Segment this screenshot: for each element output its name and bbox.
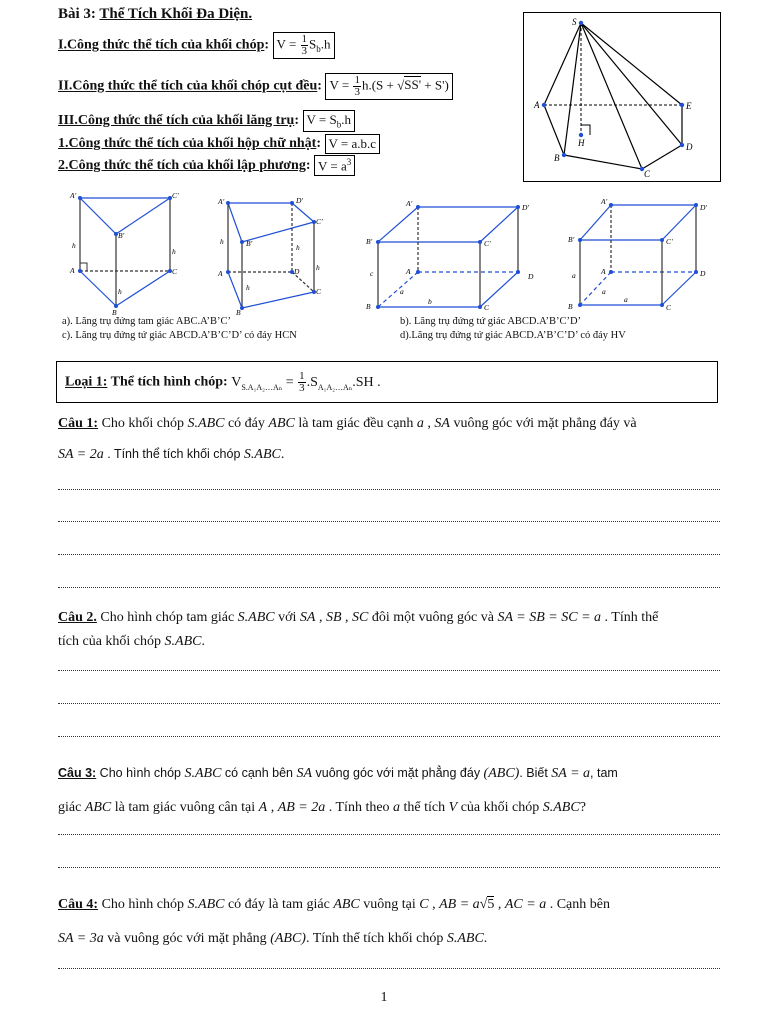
svg-text:A': A': [601, 197, 608, 206]
svg-text:B': B': [246, 239, 253, 248]
label-s: S: [572, 17, 577, 27]
svg-text:B': B': [568, 235, 575, 244]
edge-sc: [581, 23, 642, 169]
question-2: Câu 2. Cho hình chóp tam giác S.ABC với SA , SB , SC đôi một vuông góc và SA = SB = SC = a . Tính thể tích của khối chóp S.ABC.: [58, 610, 659, 649]
svg-text:D: D: [528, 272, 534, 281]
prism-figures: [56, 186, 726, 316]
svg-text:a: a: [624, 295, 628, 304]
caption-d: d).Lăng trụ đứng tứ giác ABCD.A’B’C’D’ có đáy HV: [400, 330, 626, 341]
caption-c: c). Lăng trụ đứng tứ giác ABCD.A’B’C’D’ có đáy HCN: [62, 330, 297, 341]
page-title: Bài 3: Thể Tích Khối Đa Diện.: [58, 6, 253, 22]
edge-cd: [642, 145, 682, 169]
label-b: B: [554, 153, 560, 163]
formula-cuboid: 1.Công thức thể tích của khối hộp chữ nhật: V = a.b.c: [58, 134, 380, 154]
svg-text:A': A': [218, 197, 225, 206]
question-1: Câu 1: Cho khối chóp S.ABC có đáy ABC là tam giác đều cạnh a , SA vuông góc với mặt phẳng đáy và SA = 2a . Tính thể tích khối chóp S.ABC.: [58, 416, 637, 462]
svg-text:C: C: [666, 303, 672, 312]
svg-text:A: A: [70, 266, 75, 275]
svg-text:c: c: [370, 269, 374, 278]
label-e: E: [686, 101, 692, 111]
question-4: Câu 4: Cho hình chóp S.ABC có đáy là tam giác ABC vuông tại C , AB = a√5 , AC = a . Cạnh bên SA = 3a và vuông góc với mặt phẳng (ABC). Tính thể tích khối chóp S.ABC.: [58, 897, 610, 946]
formula-pyramid-box: V = $\frac{1}{3}$ $S_b.h$: [273, 32, 335, 59]
svg-text:D': D': [296, 196, 304, 205]
edge-se: [581, 23, 682, 105]
formula-cube: 2.Công thức thể tích của khối lập phương: $V = a^3$: [58, 155, 355, 176]
svg-text:D': D': [522, 203, 530, 212]
question-3: Câu 3: Cho hình chóp S.ABC có cạnh bên SA vuông góc với mặt phẳng đáy (ABC). Biết SA = a, tam giác ABC là tam giác vuông cân tại A , AB = 2a . Tính theo a thể tích V của khối chóp S.ABC?: [58, 766, 618, 815]
svg-text:C: C: [172, 267, 178, 276]
formula-cube-box: $V = a^3$: [314, 155, 355, 176]
svg-text:A: A: [406, 267, 411, 276]
svg-text:B: B: [366, 302, 371, 311]
svg-text:A: A: [218, 269, 223, 278]
formula-prism: III.Công thức thể tích của khối lăng trụ: $V = S_b.h$: [58, 110, 355, 132]
loai-1-heading: Loại 1: Thể tích hình chóp: $V_{S.A_1A_2\dots A_n}$ = $\frac{1}{3}$ $.S_{A_1A_2\dots A_n}.SH$ .: [65, 370, 381, 394]
page-number: 1: [380, 990, 388, 1005]
formula-cuboid-box: V = a.b.c: [325, 134, 381, 154]
formula-frustum: II.Công thức thể tích của khối chóp cụt đều: V = $\frac{1}{3}$ h.(S + √SS' + S'): [58, 73, 453, 100]
answer-line[interactable]: [58, 587, 720, 588]
svg-text:h: h: [72, 241, 76, 250]
svg-text:C': C': [484, 239, 491, 248]
svg-text:D': D': [700, 203, 708, 212]
svg-text:h: h: [220, 237, 224, 246]
label-a: A: [534, 100, 540, 110]
svg-text:C': C': [316, 217, 323, 226]
svg-text:h: h: [246, 283, 250, 292]
svg-text:h: h: [316, 263, 320, 272]
answer-line[interactable]: [58, 867, 720, 868]
svg-text:h: h: [172, 247, 176, 256]
prism-cube: [580, 205, 696, 305]
answer-line[interactable]: [58, 670, 720, 671]
svg-text:B: B: [568, 302, 573, 311]
label-d: D: [686, 142, 693, 152]
formula-pyramid: I.Công thức thể tích của khối chóp: V = $\frac{1}{3}$ $S_b.h$: [58, 32, 335, 59]
formula-prism-box: $V = S_b.h$: [303, 110, 355, 132]
answer-line[interactable]: [58, 968, 720, 969]
label-c: C: [644, 169, 651, 179]
answer-line[interactable]: [58, 554, 720, 555]
formula-frustum-box: V = $\frac{1}{3}$ h.(S + √SS' + S'): [325, 73, 452, 100]
svg-text:A': A': [406, 199, 413, 208]
caption-b: b). Lăng trụ đứng tứ giác ABCD.A’B’C’D’: [400, 316, 582, 327]
answer-line[interactable]: [58, 834, 720, 835]
svg-text:h: h: [118, 287, 122, 296]
edge-sd: [581, 23, 682, 145]
svg-text:B: B: [236, 308, 241, 316]
svg-text:a: a: [400, 287, 404, 296]
label-h: H: [578, 138, 585, 148]
svg-text:A': A': [70, 191, 77, 200]
answer-line[interactable]: [58, 736, 720, 737]
answer-line[interactable]: [58, 489, 720, 490]
svg-text:B': B': [366, 237, 373, 246]
edge-ab: [544, 105, 564, 155]
prism-triangular: [80, 198, 170, 306]
svg-text:h: h: [296, 243, 300, 252]
answer-line[interactable]: [58, 521, 720, 522]
svg-text:C: C: [316, 287, 322, 296]
answer-line[interactable]: [58, 703, 720, 704]
prism-quadrilateral: [228, 203, 314, 308]
caption-a: a). Lăng trụ đứng tam giác ABC.A’B’C’: [62, 316, 231, 327]
svg-text:D: D: [700, 269, 706, 278]
svg-text:B: B: [112, 308, 117, 316]
svg-text:a: a: [572, 271, 576, 280]
svg-text:C': C': [172, 191, 179, 200]
loai-1-box: [56, 361, 718, 403]
pyramid-figure: [523, 12, 721, 182]
svg-text:A: A: [601, 267, 606, 276]
svg-text:C': C': [666, 237, 673, 246]
svg-text:D: D: [294, 267, 300, 276]
edge-bc: [564, 155, 642, 169]
svg-text:C: C: [484, 303, 490, 312]
svg-text:a: a: [602, 287, 606, 296]
svg-text:b: b: [428, 297, 432, 306]
pyramid-diagram: [524, 13, 720, 181]
prism-box: [378, 207, 518, 307]
svg-text:B': B': [118, 231, 125, 240]
